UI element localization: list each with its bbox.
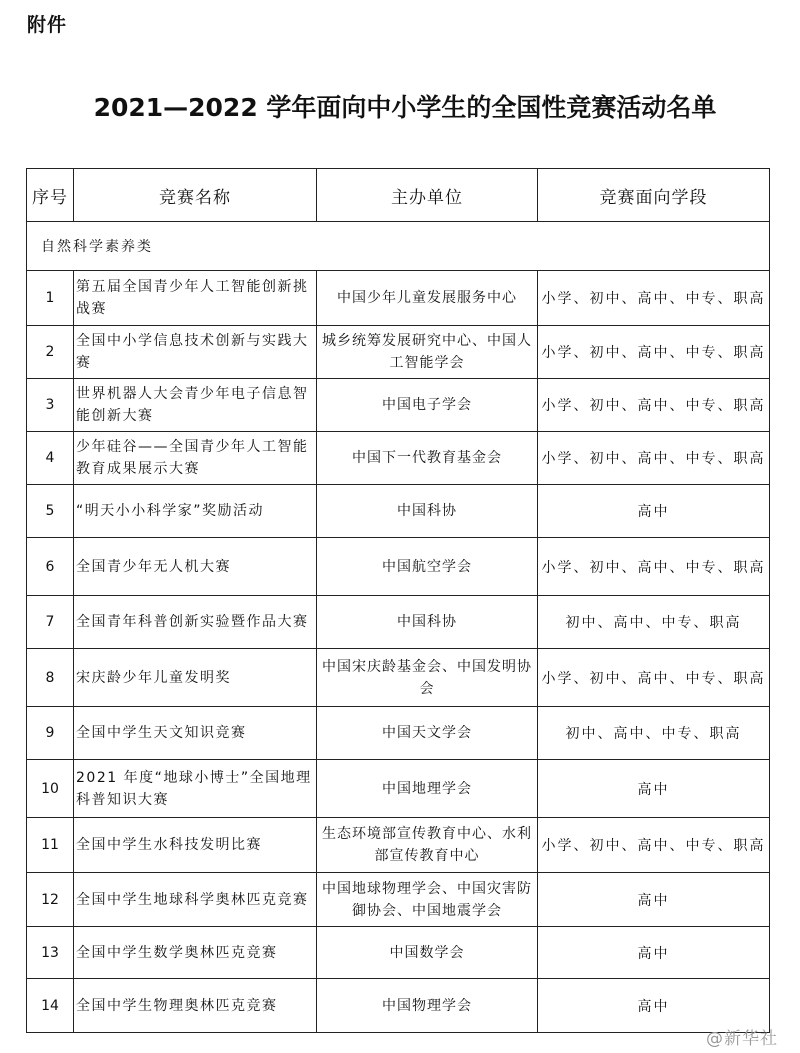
organizer: 生态环境部宣传教育中心、水利部宣传教育中心 bbox=[317, 818, 538, 873]
organizer: 中国科协 bbox=[317, 596, 538, 649]
school-levels: 高中 bbox=[538, 760, 770, 818]
category-label: 自然科学素养类 bbox=[27, 222, 770, 271]
school-levels: 高中 bbox=[538, 979, 770, 1033]
organizer: 中国宋庆龄基金会、中国发明协会 bbox=[317, 649, 538, 707]
table-row bbox=[27, 818, 770, 873]
organizer: 中国地球物理学会、中国灾害防御协会、中国地震学会 bbox=[317, 873, 538, 927]
school-levels: 高中 bbox=[538, 873, 770, 927]
row-number: 10 bbox=[27, 760, 74, 818]
organizer: 中国电子学会 bbox=[317, 379, 538, 432]
watermark: @新华社 bbox=[706, 1029, 778, 1049]
school-levels: 小学、初中、高中、中专、职高 bbox=[538, 818, 770, 873]
school-levels: 初中、高中、中专、职高 bbox=[538, 596, 770, 649]
row-number: 9 bbox=[27, 707, 74, 760]
organizer: 中国航空学会 bbox=[317, 538, 538, 596]
organizer: 中国下一代教育基金会 bbox=[317, 432, 538, 485]
header-name: 竞赛名称 bbox=[74, 169, 317, 222]
competition-name: 全国中学生水科技发明比赛 bbox=[74, 818, 317, 873]
school-levels: 小学、初中、高中、中专、职高 bbox=[538, 432, 770, 485]
table-header-row bbox=[27, 169, 770, 222]
table-row bbox=[27, 707, 770, 760]
table-row bbox=[27, 432, 770, 485]
competition-name: 世界机器人大会青少年电子信息智能创新大赛 bbox=[74, 379, 317, 432]
table-row bbox=[27, 271, 770, 326]
competition-name: 全国中学生物理奥林匹克竞赛 bbox=[74, 979, 317, 1033]
competition-name: 全国中学生天文知识竞赛 bbox=[74, 707, 317, 760]
school-levels: 高中 bbox=[538, 927, 770, 979]
header-level: 竞赛面向学段 bbox=[538, 169, 770, 222]
row-number: 11 bbox=[27, 818, 74, 873]
row-number: 8 bbox=[27, 649, 74, 707]
table-row bbox=[27, 873, 770, 927]
competition-name: 全国中学生地球科学奥林匹克竞赛 bbox=[74, 873, 317, 927]
table-row bbox=[27, 326, 770, 379]
school-levels: 小学、初中、高中、中专、职高 bbox=[538, 379, 770, 432]
row-number: 5 bbox=[27, 485, 74, 538]
competition-name: 全国青年科普创新实验暨作品大赛 bbox=[74, 596, 317, 649]
school-levels: 小学、初中、高中、中专、职高 bbox=[538, 649, 770, 707]
competition-name: 全国中小学信息技术创新与实践大赛 bbox=[74, 326, 317, 379]
competition-name: 宋庆龄少年儿童发明奖 bbox=[74, 649, 317, 707]
table-body bbox=[27, 222, 770, 1033]
organizer: 中国地理学会 bbox=[317, 760, 538, 818]
school-levels: 小学、初中、高中、中专、职高 bbox=[538, 326, 770, 379]
row-number: 1 bbox=[27, 271, 74, 326]
table-row bbox=[27, 927, 770, 979]
table-row bbox=[27, 538, 770, 596]
competition-name: 第五届全国青少年人工智能创新挑战赛 bbox=[74, 271, 317, 326]
row-number: 4 bbox=[27, 432, 74, 485]
row-number: 6 bbox=[27, 538, 74, 596]
competition-name: 2021 年度“地球小博士”全国地理科普知识大赛 bbox=[74, 760, 317, 818]
school-levels: 高中 bbox=[538, 485, 770, 538]
table-row bbox=[27, 596, 770, 649]
row-number: 3 bbox=[27, 379, 74, 432]
table-row bbox=[27, 760, 770, 818]
organizer: 中国物理学会 bbox=[317, 979, 538, 1033]
row-number: 7 bbox=[27, 596, 74, 649]
header-org: 主办单位 bbox=[317, 169, 538, 222]
table-row bbox=[27, 979, 770, 1033]
competition-name: 全国青少年无人机大赛 bbox=[74, 538, 317, 596]
category-row bbox=[27, 222, 770, 271]
table-row bbox=[27, 485, 770, 538]
header-no: 序号 bbox=[27, 169, 74, 222]
row-number: 14 bbox=[27, 979, 74, 1033]
attachment-label: 附件 bbox=[27, 14, 68, 36]
table-row bbox=[27, 649, 770, 707]
table-row bbox=[27, 379, 770, 432]
organizer: 中国少年儿童发展服务中心 bbox=[317, 271, 538, 326]
school-levels: 小学、初中、高中、中专、职高 bbox=[538, 538, 770, 596]
document-title: 2021—2022 学年面向中小学生的全国性竞赛活动名单 bbox=[93, 93, 717, 122]
competition-name: 少年硅谷——全国青少年人工智能教育成果展示大赛 bbox=[74, 432, 317, 485]
competition-table bbox=[26, 168, 770, 1033]
row-number: 13 bbox=[27, 927, 74, 979]
organizer: 中国天文学会 bbox=[317, 707, 538, 760]
competition-name: 全国中学生数学奥林匹克竞赛 bbox=[74, 927, 317, 979]
row-number: 12 bbox=[27, 873, 74, 927]
organizer: 城乡统筹发展研究中心、中国人工智能学会 bbox=[317, 326, 538, 379]
school-levels: 小学、初中、高中、中专、职高 bbox=[538, 271, 770, 326]
organizer: 中国数学会 bbox=[317, 927, 538, 979]
row-number: 2 bbox=[27, 326, 74, 379]
competition-name: “明天小小科学家”奖励活动 bbox=[74, 485, 317, 538]
organizer: 中国科协 bbox=[317, 485, 538, 538]
school-levels: 初中、高中、中专、职高 bbox=[538, 707, 770, 760]
